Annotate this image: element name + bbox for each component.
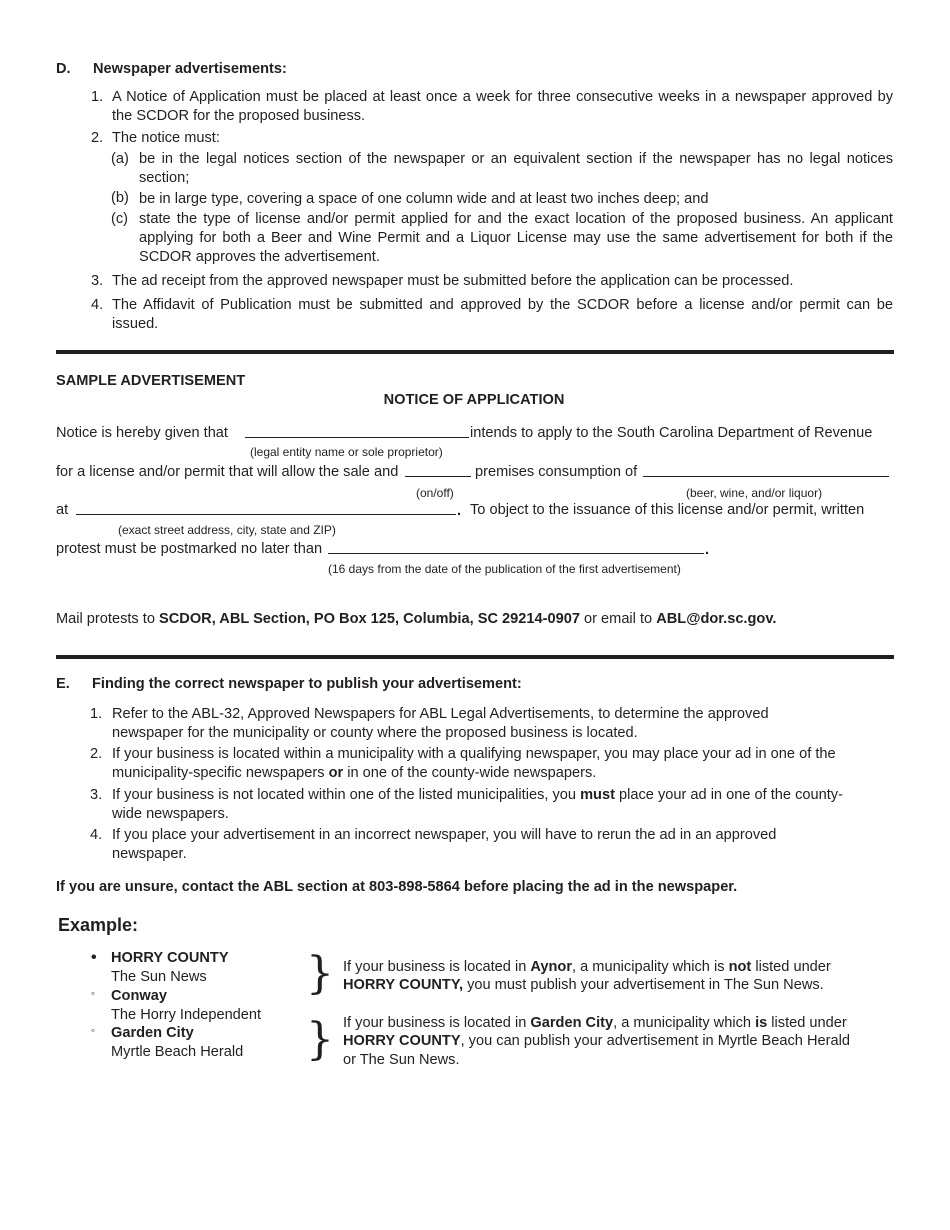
e-item-3-line-1 xyxy=(112,786,843,805)
notice-line-4-start: protest must be postmarked no later than xyxy=(56,541,323,557)
notice-line-2-mid: premises consumption of xyxy=(475,464,638,480)
e-item-4-number: 4. xyxy=(90,827,103,843)
address-caption: (exact street address, city, state and ZIP) xyxy=(118,523,336,537)
right-brace-icon: } xyxy=(306,948,334,999)
mail-or-email: or email to xyxy=(584,611,653,627)
ex1-text-e: listed under xyxy=(755,959,831,975)
ex2-text-e: listed under xyxy=(771,1015,847,1031)
d-item-4-number: 4. xyxy=(91,297,104,313)
section-e-letter: E. xyxy=(56,676,70,692)
d-sub-c-label: (c) xyxy=(111,211,129,227)
d-sub-a-text: be in the legal notices section of the newspaper or an equivalent section if the newspaper has no legal notices section; xyxy=(139,151,893,186)
notice-title: NOTICE OF APPLICATION xyxy=(383,392,565,408)
contact-note: If you are unsure, contact the ABL section at 803-898-5864 before placing the ad in the newspaper. xyxy=(56,879,738,895)
e-item-3-text-c: place your ad in one of the county- xyxy=(619,787,843,803)
d-sub-c-text: state the type of license and/or permit applied for and the exact location of the proposed business. An applicant applying for both a Beer and Wine Permit and a Liquor License may use the same advertisement for both if the SCDOR approves the advertisement. xyxy=(139,211,893,265)
email-address: ABL@dor.sc.gov. xyxy=(656,611,777,627)
d-item-1-number: 1. xyxy=(91,89,104,105)
ex1-text-a: If your business is located in xyxy=(343,959,527,975)
on-off-blank xyxy=(405,463,471,483)
section-d-heading: Newspaper advertisements: xyxy=(93,61,287,77)
city-2-paper: Myrtle Beach Herald xyxy=(111,1044,244,1060)
d-item-4-text: The Affidavit of Publication must be submitted and approved by the SCDOR before a license and/or permit can be issued. xyxy=(112,297,893,332)
example-2-line-3: or The Sun News. xyxy=(343,1052,460,1068)
section-divider xyxy=(56,655,894,659)
notice-line-2-start: for a license and/or permit that will allow the sale and xyxy=(56,464,399,480)
ex2-horry-county: HORRY COUNTY xyxy=(343,1033,461,1049)
d-sub-b-label: (b) xyxy=(111,190,129,206)
e-item-3-text-a: If your business is not located within one of the listed municipalities, you xyxy=(112,787,577,803)
e-item-3-line-2: wide newspapers. xyxy=(112,806,229,822)
right-brace-icon: } xyxy=(306,1014,334,1065)
ex1-aynor: Aynor xyxy=(530,959,573,975)
d-item-2-text: The notice must: xyxy=(112,130,220,146)
ex2-text-c: , a municipality which xyxy=(613,1015,751,1031)
d-item-2-number: 2. xyxy=(91,130,104,146)
section-divider xyxy=(56,350,894,354)
sample-ad-heading: SAMPLE ADVERTISEMENT xyxy=(56,373,246,389)
on-off-caption: (on/off) xyxy=(416,486,454,500)
e-item-2-line-2 xyxy=(112,764,596,783)
ex2-is: is xyxy=(755,1015,768,1031)
postmark-date-blank: . xyxy=(328,540,709,560)
notice-line-1-start: Notice is hereby given that xyxy=(56,425,228,441)
hollow-bullet-icon: ◦ xyxy=(91,1025,95,1037)
e-item-2-or: or xyxy=(328,765,344,781)
ex2-text-g: , you can publish your advertisement in Myrtle Beach Herald xyxy=(460,1033,850,1049)
example-2-line-1 xyxy=(343,1014,847,1033)
d-item-3-text: The ad receipt from the approved newspaper must be submitted before the application can be processed. xyxy=(112,273,794,289)
e-item-3-number: 3. xyxy=(90,787,103,803)
d-sub-a-label: (a) xyxy=(111,151,129,167)
postmark-date-caption: (16 days from the date of the publication of the first advertisement) xyxy=(328,562,681,576)
county-name: HORRY COUNTY xyxy=(111,950,229,966)
mail-address: SCDOR, ABL Section, PO Box 125, Columbia, SC 29214-0907 xyxy=(159,611,580,627)
city-2-name: Garden City xyxy=(111,1025,194,1041)
beverage-type-caption: (beer, wine, and/or liquor) xyxy=(686,486,823,500)
e-item-2-text-a: municipality-specific newspapers xyxy=(112,765,325,781)
d-item-3-number: 3. xyxy=(91,273,104,289)
city-1-name: Conway xyxy=(111,988,167,1004)
mail-prefix: Mail protests to xyxy=(56,611,155,627)
mail-protests-line xyxy=(56,610,776,629)
d-item-1-text: A Notice of Application must be placed at least once a week for three consecutive weeks in a newspaper approved by the SCDOR for the proposed business. xyxy=(112,89,893,124)
ex2-garden-city: Garden City xyxy=(530,1015,614,1031)
ex1-text-c: , a municipality which is xyxy=(572,959,725,975)
ex2-text-a: If your business is located in xyxy=(343,1015,527,1031)
ex1-horry-county: HORRY COUNTY, xyxy=(343,977,464,993)
e-item-1-line-2: newspaper for the municipality or county where the proposed business is located. xyxy=(112,725,638,741)
entity-name-blank xyxy=(245,424,469,444)
section-e-heading: Finding the correct newspaper to publish your advertisement: xyxy=(92,676,522,692)
e-item-1-line-1: Refer to the ABL-32, Approved Newspapers for ABL Legal Advertisements, to determine the approved xyxy=(112,706,769,722)
e-item-2-line-1: If your business is located within a municipality with a qualifying newspaper, you may place your ad in one of the xyxy=(112,746,836,762)
notice-line-3-start: at xyxy=(56,502,69,518)
e-item-2-text-c: in one of the county-wide newspapers. xyxy=(347,765,597,781)
example-1-line-1 xyxy=(343,958,831,977)
county-paper: The Sun News xyxy=(111,969,207,985)
notice-line-3-end: To object to the issuance of this license and/or permit, written xyxy=(470,502,865,518)
section-d-letter: D. xyxy=(56,61,71,77)
example-1-line-2 xyxy=(343,976,824,995)
beverage-type-blank xyxy=(643,463,889,483)
address-blank: . xyxy=(76,501,461,521)
e-item-3-must: must xyxy=(580,787,615,803)
ex1-text-g: you must publish your advertisement in The Sun News. xyxy=(467,977,824,993)
e-item-4-line-1: If you place your advertisement in an incorrect newspaper, you will have to rerun the ad in an approved xyxy=(112,827,777,843)
e-item-1-number: 1. xyxy=(90,706,103,722)
filled-bullet-icon: • xyxy=(91,949,97,966)
e-item-2-number: 2. xyxy=(90,746,103,762)
ex1-not: not xyxy=(728,959,752,975)
entity-name-caption: (legal entity name or sole proprietor) xyxy=(250,445,443,459)
notice-line-1-end: intends to apply to the South Carolina Department of Revenue xyxy=(470,425,873,441)
d-sub-b-text: be in large type, covering a space of one column wide and at least two inches deep; and xyxy=(139,191,709,207)
e-item-4-line-2: newspaper. xyxy=(112,846,187,862)
hollow-bullet-icon: ◦ xyxy=(91,988,95,1000)
example-heading: Example: xyxy=(58,915,139,935)
city-1-paper: The Horry Independent xyxy=(111,1007,262,1023)
example-2-line-2 xyxy=(343,1032,850,1051)
